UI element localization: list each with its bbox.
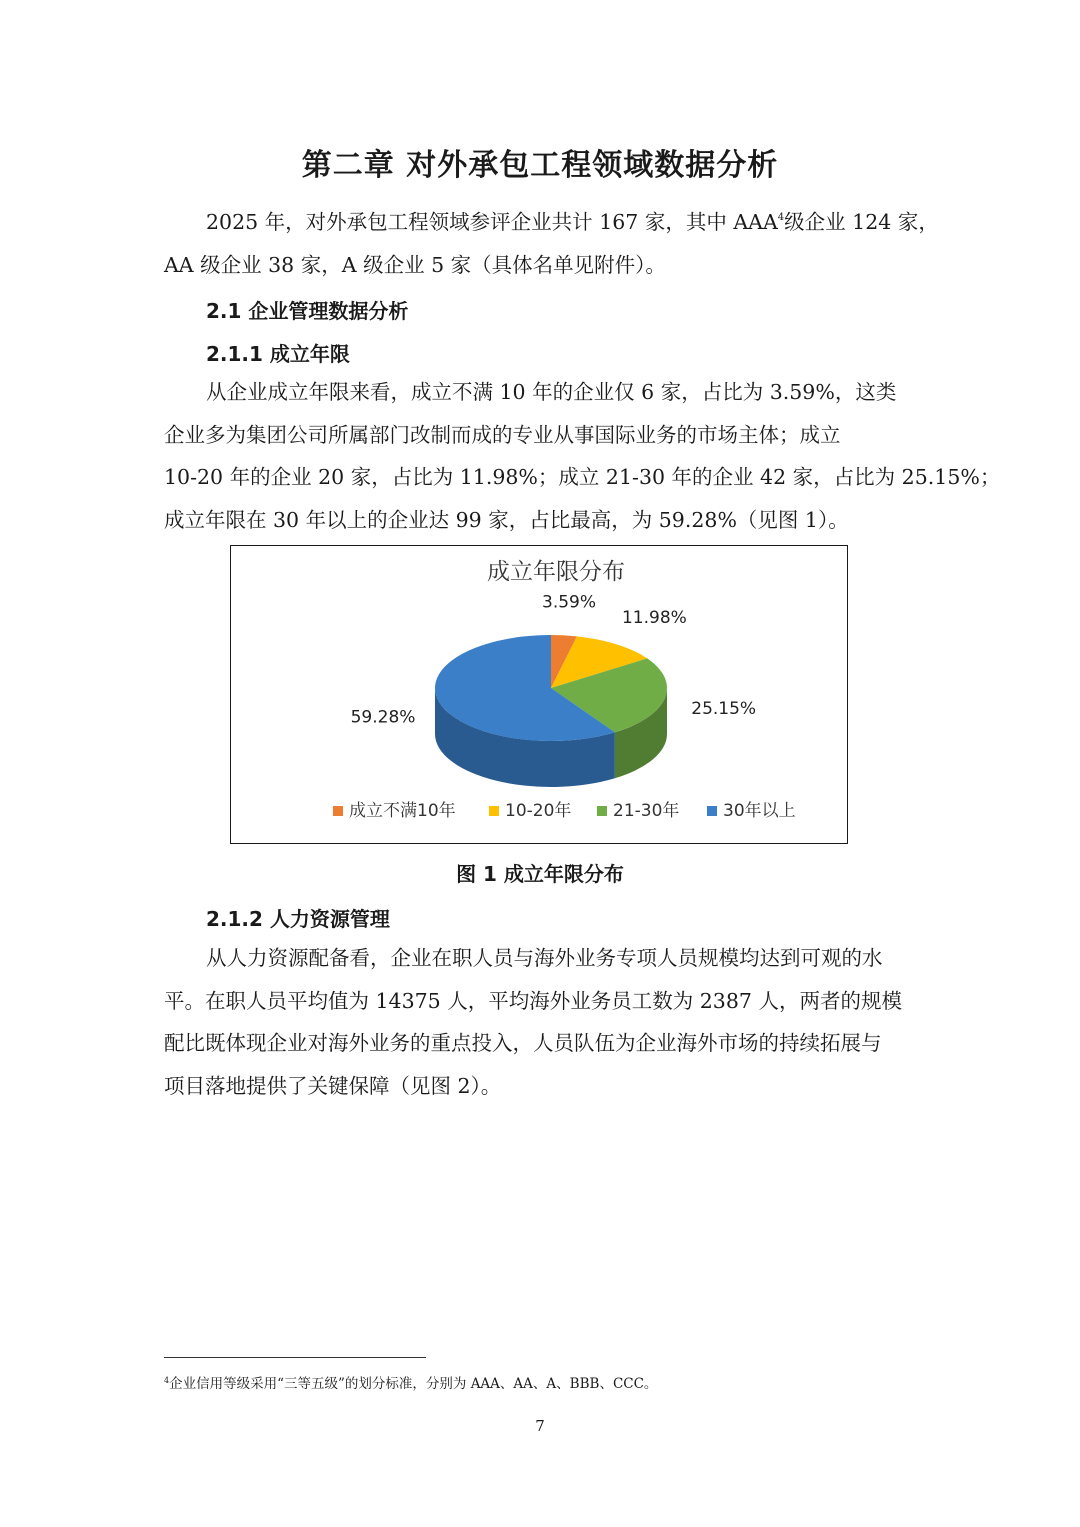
legend-swatch (333, 806, 343, 816)
intro-line-2: AA 级企业 38 家，A 级企业 5 家（具体名单见附件）。 (164, 252, 666, 277)
pie-data-label: 59.28% (350, 707, 416, 728)
chart-title: 成立年限分布 (487, 559, 625, 585)
legend-swatch (489, 806, 499, 816)
intro-line-1 (164, 201, 939, 244)
para-line: 从企业成立年限来看，成立不满 10 年的企业仅 6 家，占比为 3.59%，这类 (206, 380, 897, 404)
section-heading-2-1-1: 2.1.1 成立年限 (206, 342, 350, 366)
legend-entry: 成立不满10年 (349, 801, 456, 821)
section-heading-2-1-2: 2.1.2 人力资源管理 (206, 907, 390, 931)
footnote (164, 1372, 657, 1392)
page-number: 7 (535, 1417, 545, 1435)
para-line: 平。在职人员平均值为 14375 人，平均海外业务员工数为 2387 人，两者的规模 (164, 988, 902, 1013)
pie-data-label: 11.98% (621, 608, 687, 629)
legend-swatch (597, 806, 607, 816)
footnote-text: 企业信用等级采用“三等五级”的划分标准，分别为 AAA、AA、A、BBB、CCC。 (169, 1376, 658, 1392)
para-line: 企业多为集团公司所属部门改制而成的专业从事国际业务的市场主体；成立 (164, 422, 841, 447)
para-line: 成立年限在 30 年以上的企业达 99 家，占比最高，为 59.28%（见图 1）。 (164, 507, 849, 532)
pie-data-label: 25.15% (691, 699, 757, 720)
founding-years-paragraph (164, 371, 1001, 541)
para-line: 项目落地提供了关键保障（见图 2）。 (164, 1073, 502, 1098)
section-heading-2-1: 2.1 企业管理数据分析 (206, 299, 409, 323)
footnote-divider (164, 1357, 426, 1358)
legend-entry: 10-20年 (505, 801, 572, 821)
para-line: 10-20 年的企业 20 家，占比为 11.98%；成立 21-30 年的企业 42 家，占比为 25.15%； (164, 465, 1001, 489)
legend-entry: 21-30年 (613, 801, 680, 821)
legend-swatch (707, 806, 717, 816)
para-line: 从人力资源配备看，企业在职人员与海外业务专项人员规模均达到可观的水 (206, 946, 883, 970)
footnote-marker: 4 (164, 1376, 170, 1385)
figure-caption: 图 1 成立年限分布 (456, 862, 624, 886)
pie-data-label: 3.59% (542, 592, 597, 613)
chapter-title: 第二章 对外承包工程领域数据分析 (301, 148, 779, 183)
hr-paragraph (164, 937, 916, 1107)
legend-entry: 30年以上 (723, 801, 796, 821)
para-line: 配比既体现企业对海外业务的重点投入，人员队伍为企业海外市场的持续拓展与 (164, 1031, 882, 1055)
pie-chart (231, 546, 846, 842)
pie-chart-frame (230, 545, 848, 844)
intro-paragraph (164, 201, 939, 286)
footnote-ref[interactable]: 4 (777, 212, 785, 223)
intro-line-1-a: 2025 年，对外承包工程领域参评企业共计 167 家，其中 AAA (206, 210, 778, 234)
intro-line-1-b: 级企业 124 家， (784, 210, 939, 234)
